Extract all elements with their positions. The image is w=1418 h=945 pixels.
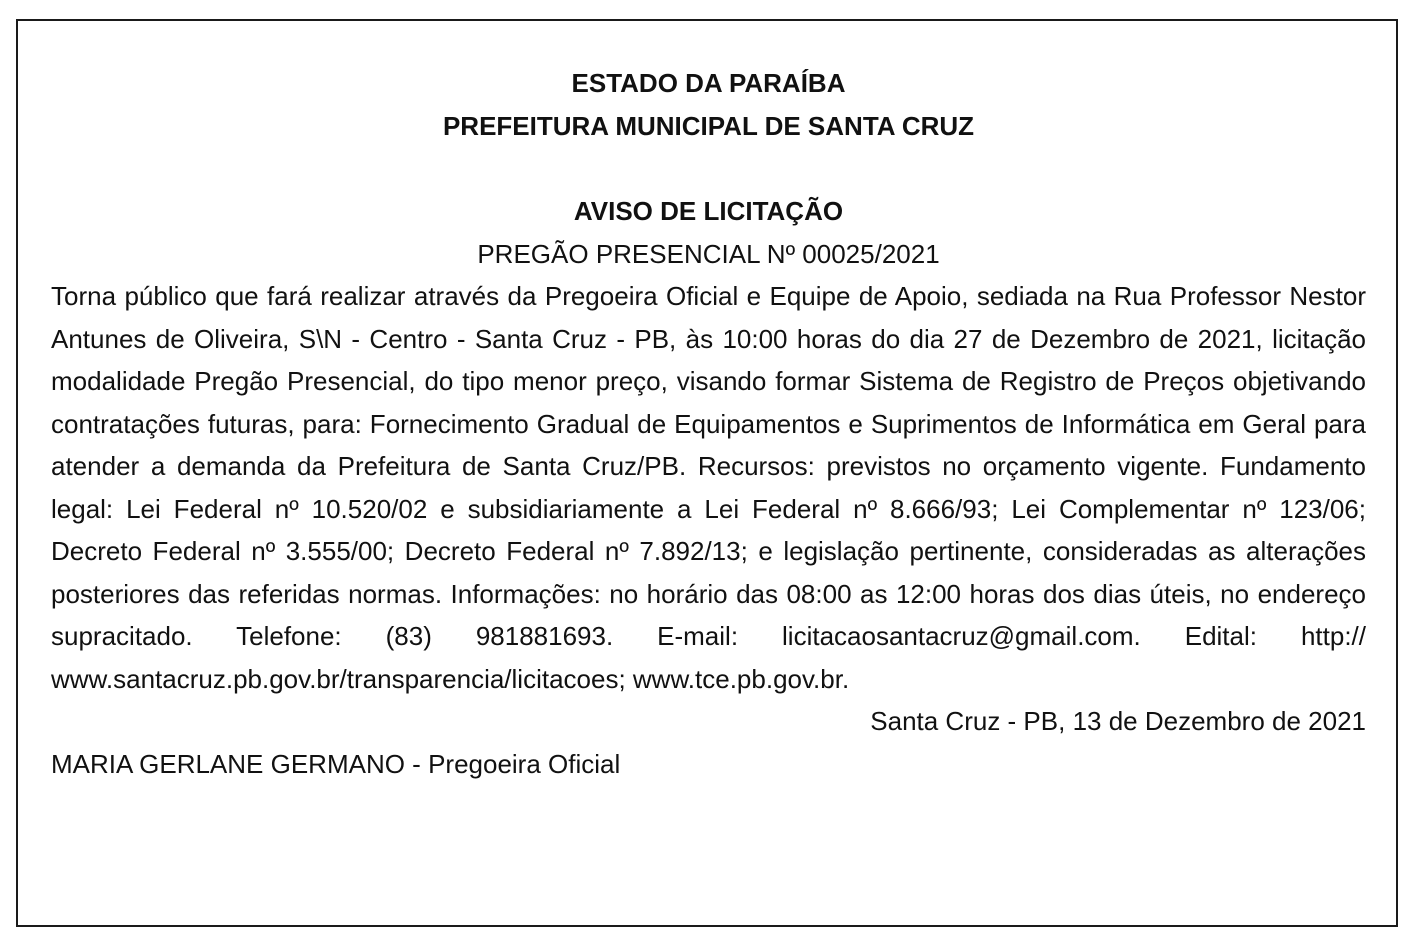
- notice-subtitle: PREGÃO PRESENCIAL Nº 00025/2021: [477, 238, 940, 269]
- state-heading: ESTADO DA PARAÍBA: [571, 68, 846, 98]
- municipality-heading: PREFEITURA MUNICIPAL DE SANTA CRUZ: [442, 110, 975, 141]
- heading-spacer: [51, 147, 1366, 190]
- notice-body: Torna público que fará realizar através da Pregoeira Oficial e Equipe de Apoio, sediada na Rua Professor Nestor Antunes de Oliveira, S\N - Centro - Santa Cruz - PB, às 10:00 horas do dia 27 de Dezembro de 2021, licitação modalidade Pregão Presencial, do tipo menor preço, visando formar Sistema de Registro de Preços objetivando contratações futuras, para: Fornecimento Gradual de Equipamentos e Suprimentos de Informática em Geral para atender a demanda da Prefeitura de Santa Cruz/PB. Recursos: previstos no orçamento vigente. Fundamento legal: Lei Federal nº 10.520/02 e subsidiariamente a Lei Federal nº 8.666/93; Lei Complementar nº 123/06; Decreto Federal nº 3.555/00; Decreto Federal nº 7.892/13; e legislação pertinente, consideradas as alterações posteriores das referidas normas. Informações: no horário das 08:00 as 12:00 horas dos dias úteis, no endereço supracitado. Telefone: (83) 981881693. E-mail: licitacaosantacruz@gmail.com. Edital: http:// www.santacruz.pb.gov.br/transparencia/licitacoes; www.tce.pb.gov.br.: [51, 281, 1366, 694]
- notice-title: AVISO DE LICITAÇÃO: [573, 196, 844, 226]
- notice-content: [51, 62, 1366, 785]
- notice-signature: MARIA GERLANE GERMANO - Pregoeira Oficial: [51, 748, 621, 779]
- notice-date: Santa Cruz - PB, 13 de Dezembro de 2021: [870, 706, 1366, 736]
